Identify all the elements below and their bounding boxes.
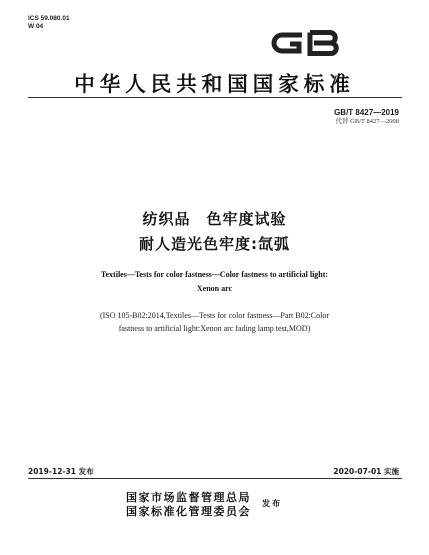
top-divider [28,97,402,98]
gb-logo [266,26,346,60]
publishing-authorities [126,491,251,519]
english-title-line-1: Textiles—Tests for color fastness—Color fastness to artificial light: [100,270,329,279]
chinese-title-line-1: 纺织品 色牢度试验 [142,210,287,228]
gb-logo-text: GB [306,46,308,47]
replaces-note: 代替 GB/T 8427—2008 [335,118,399,125]
publisher-line-1: 国家市场监督管理总局 [126,491,251,504]
issue-date: 2019-12-31 发布 [28,467,94,476]
standard-number: GB/T 8427—2019 [334,108,399,117]
ccs-code: W 04 [28,23,44,30]
publisher-line-2: 国家标准化管理委员会 [126,505,251,518]
iso-reference-line-1: (ISO 105-B02:2014,Textiles—Tests for color fastness—Part B02:Color [99,311,330,320]
classification-codes [28,15,70,31]
publish-label: 发布 [262,499,282,508]
iso-reference-line-2: fastness to artificial light:Xenon arc fading lamp test,MOD) [118,324,311,333]
chinese-title-line-2: 耐人造光色牢度:氙弧 [139,235,290,253]
country-standard-title: 中华人民共和国国家标准 [74,72,355,96]
ics-code: ICS 59.080.01 [28,15,70,22]
implementation-date: 2020-07-01 实施 [333,467,399,476]
english-title-line-2: Xenon arc [196,284,233,293]
bottom-divider [28,478,402,479]
